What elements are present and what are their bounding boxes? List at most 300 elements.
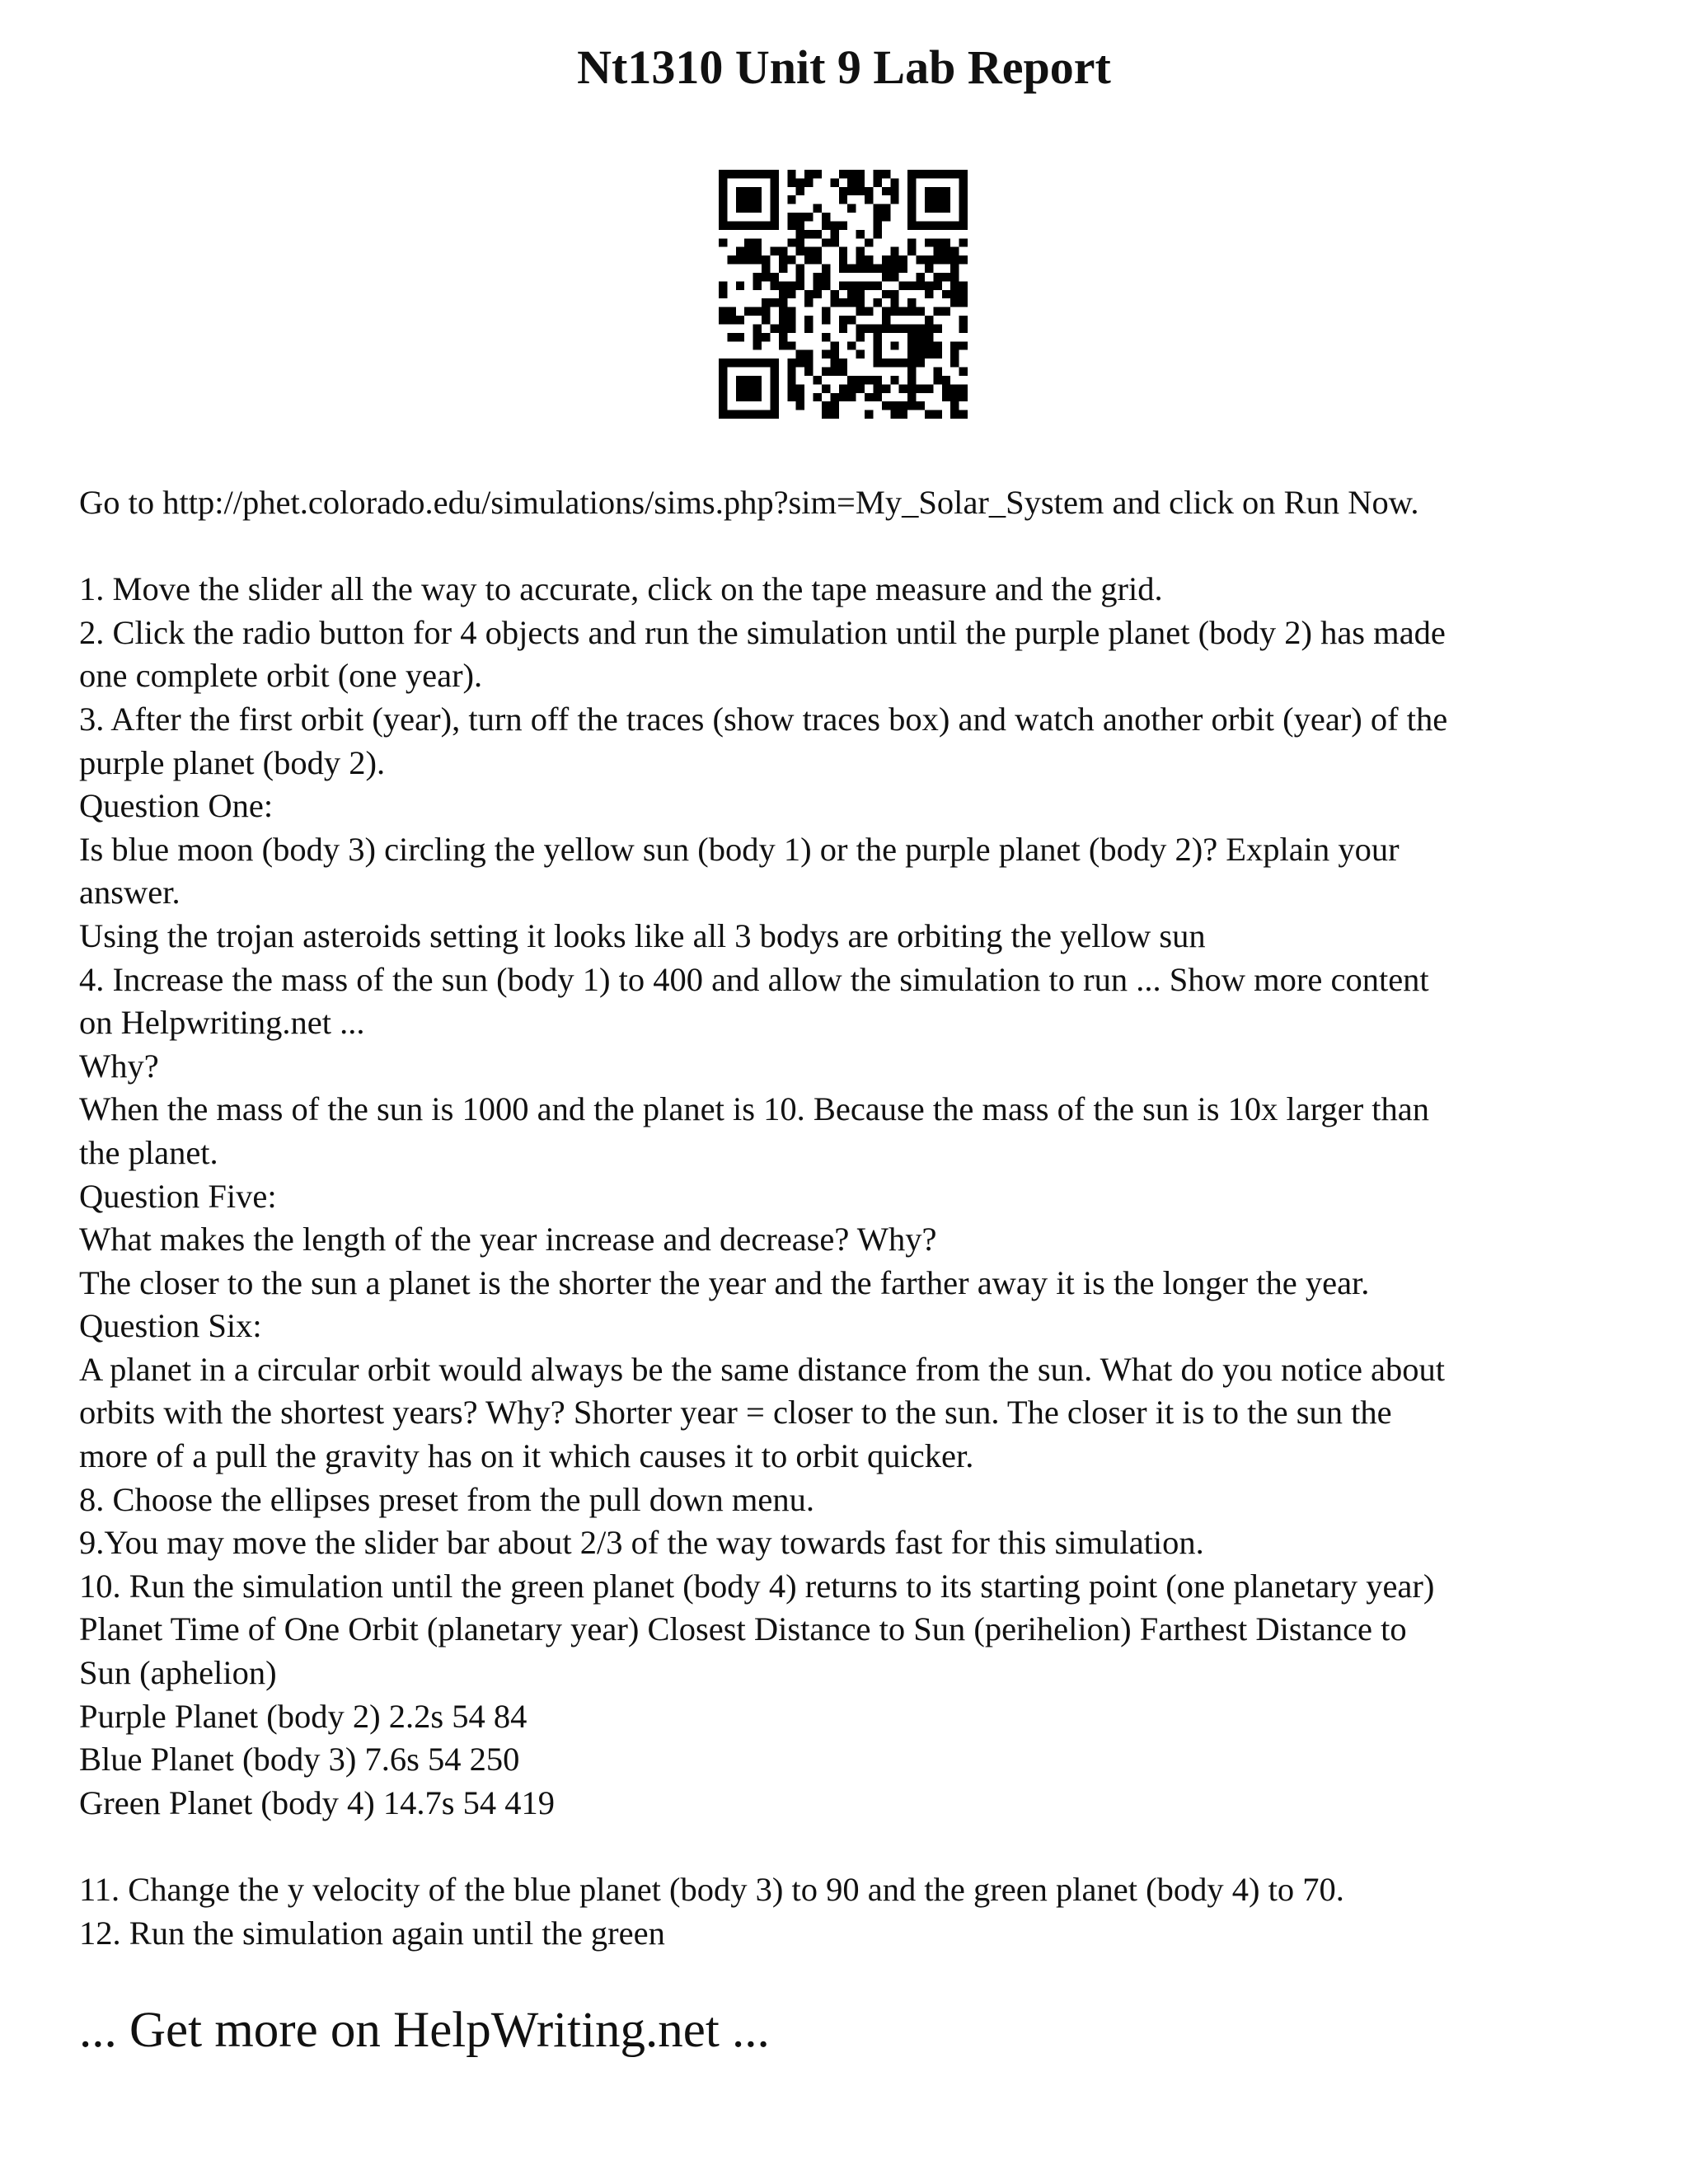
qr-module bbox=[727, 410, 735, 419]
qr-module bbox=[907, 221, 916, 229]
qr-module bbox=[787, 307, 795, 316]
qr-module bbox=[890, 341, 898, 349]
qr-module bbox=[933, 324, 941, 332]
qr-module bbox=[925, 187, 933, 195]
qr-module bbox=[744, 247, 753, 255]
text-line: on Helpwriting.net ... bbox=[79, 1004, 365, 1042]
qr-module bbox=[779, 298, 787, 307]
qr-module bbox=[719, 393, 727, 401]
qr-module bbox=[907, 368, 916, 376]
text-line: 10. Run the simulation until the green planet (body 4) returns to its starting point (one planetary year) bbox=[79, 1567, 1435, 1605]
qr-module bbox=[917, 341, 925, 349]
qr-module bbox=[890, 290, 898, 298]
qr-module bbox=[796, 187, 804, 195]
qr-module bbox=[796, 359, 804, 367]
qr-module bbox=[856, 324, 865, 332]
qr-module bbox=[744, 393, 753, 401]
qr-module bbox=[804, 178, 813, 186]
qr-module bbox=[719, 178, 727, 186]
qr-module bbox=[882, 316, 890, 324]
qr-module bbox=[770, 401, 778, 410]
qr-module bbox=[959, 290, 968, 298]
qr-module bbox=[804, 316, 813, 324]
qr-module bbox=[917, 333, 925, 341]
text-line: one complete orbit (one year). bbox=[79, 657, 483, 695]
qr-module bbox=[839, 195, 847, 204]
qr-module bbox=[925, 324, 933, 332]
qr-module bbox=[814, 204, 822, 213]
qr-module bbox=[942, 393, 950, 401]
qr-module bbox=[865, 324, 873, 332]
qr-module bbox=[822, 265, 830, 273]
qr-module bbox=[753, 393, 762, 401]
qr-module bbox=[770, 187, 778, 195]
qr-module bbox=[762, 265, 770, 273]
qr-module bbox=[865, 393, 873, 401]
qr-module bbox=[890, 324, 898, 332]
qr-module bbox=[770, 178, 778, 186]
qr-module bbox=[796, 281, 804, 289]
qr-module bbox=[719, 187, 727, 195]
qr-module bbox=[847, 178, 856, 186]
qr-module bbox=[856, 376, 865, 384]
qr-module bbox=[933, 410, 941, 419]
qr-module bbox=[959, 368, 968, 376]
qr-module bbox=[907, 195, 916, 204]
qr-module bbox=[830, 368, 838, 376]
qr-module bbox=[882, 255, 890, 264]
qr-module bbox=[890, 376, 898, 384]
qr-module bbox=[890, 401, 898, 410]
qr-module bbox=[753, 324, 762, 332]
qr-module bbox=[770, 384, 778, 392]
qr-module bbox=[839, 393, 847, 401]
qr-module bbox=[770, 281, 778, 289]
qr-module bbox=[907, 324, 916, 332]
qr-module bbox=[770, 359, 778, 367]
qr-module bbox=[959, 324, 968, 332]
qr-module bbox=[847, 170, 856, 178]
qr-module bbox=[753, 204, 762, 213]
qr-module bbox=[779, 290, 787, 298]
qr-module bbox=[899, 281, 907, 289]
qr-module bbox=[804, 290, 813, 298]
qr-module bbox=[839, 384, 847, 392]
qr-module bbox=[925, 221, 933, 229]
qr-module bbox=[917, 324, 925, 332]
qr-module bbox=[770, 324, 778, 332]
qr-module bbox=[727, 333, 735, 341]
qr-module bbox=[890, 273, 898, 281]
qr-module bbox=[787, 195, 795, 204]
qr-module bbox=[727, 170, 735, 178]
qr-module bbox=[865, 195, 873, 204]
text-line: What makes the length of the year increase and decrease? Why? bbox=[79, 1221, 937, 1258]
qr-module bbox=[882, 401, 890, 410]
qr-module bbox=[753, 281, 762, 289]
qr-module bbox=[959, 204, 968, 213]
qr-module bbox=[942, 384, 950, 392]
qr-module bbox=[959, 410, 968, 419]
qr-module bbox=[950, 359, 959, 367]
text-line: When the mass of the sun is 1000 and the planet is 10. Because the mass of the sun is 10x larger than bbox=[79, 1090, 1430, 1128]
qr-module bbox=[917, 401, 925, 410]
document-body bbox=[79, 481, 1629, 1955]
qr-module bbox=[719, 221, 727, 229]
qr-module bbox=[959, 384, 968, 392]
qr-module bbox=[744, 359, 753, 367]
qr-module bbox=[753, 410, 762, 419]
paragraph-spacer bbox=[79, 525, 1629, 569]
qr-module bbox=[762, 170, 770, 178]
qr-module bbox=[727, 307, 735, 316]
qr-module bbox=[873, 393, 881, 401]
qr-module bbox=[787, 376, 795, 384]
qr-module bbox=[762, 359, 770, 367]
qr-module bbox=[744, 238, 753, 246]
get-more-link[interactable]: ... Get more on HelpWriting.net ... bbox=[79, 2003, 770, 2058]
qr-module bbox=[925, 195, 933, 204]
qr-module bbox=[753, 187, 762, 195]
qr-module bbox=[942, 247, 950, 255]
qr-module bbox=[727, 255, 735, 264]
qr-module bbox=[796, 213, 804, 221]
qr-module bbox=[796, 350, 804, 359]
qr-module bbox=[787, 255, 795, 264]
qr-module bbox=[787, 368, 795, 376]
qr-module bbox=[873, 324, 881, 332]
qr-module bbox=[942, 195, 950, 204]
qr-module bbox=[865, 238, 873, 246]
qr-module bbox=[796, 384, 804, 392]
qr-module bbox=[907, 393, 916, 401]
qr-module bbox=[907, 333, 916, 341]
qr-module bbox=[839, 170, 847, 178]
qr-module bbox=[856, 333, 865, 341]
qr-module bbox=[899, 410, 907, 419]
qr-module bbox=[942, 307, 950, 316]
qr-module bbox=[847, 298, 856, 307]
qr-module bbox=[839, 359, 847, 367]
qr-module bbox=[917, 273, 925, 281]
qr-module bbox=[959, 281, 968, 289]
qr-module bbox=[787, 384, 795, 392]
qr-module bbox=[736, 187, 744, 195]
qr-module bbox=[873, 204, 881, 213]
qr-module bbox=[925, 170, 933, 178]
qr-module bbox=[882, 324, 890, 332]
qr-module bbox=[856, 265, 865, 273]
qr-module bbox=[753, 333, 762, 341]
qr-module bbox=[804, 368, 813, 376]
qr-module bbox=[882, 307, 890, 316]
qr-module bbox=[839, 187, 847, 195]
qr-module bbox=[959, 298, 968, 307]
qr-module bbox=[744, 307, 753, 316]
question-heading: Question Five: bbox=[79, 1177, 277, 1215]
qr-module bbox=[796, 221, 804, 229]
qr-module bbox=[942, 238, 950, 246]
text-line: 3. After the first orbit (year), turn off the traces (show traces box) and watch another orbit (year) of the bbox=[79, 700, 1448, 738]
qr-module bbox=[762, 410, 770, 419]
qr-module bbox=[719, 410, 727, 419]
qr-module bbox=[917, 359, 925, 367]
qr-module bbox=[719, 290, 727, 298]
qr-module bbox=[907, 281, 916, 289]
qr-module bbox=[907, 350, 916, 359]
qr-module bbox=[822, 410, 830, 419]
qr-module bbox=[796, 393, 804, 401]
qr-module bbox=[744, 170, 753, 178]
qr-module bbox=[873, 178, 881, 186]
intro-paragraph: Go to http://phet.colorado.edu/simulations/sims.php?sim=My_Solar_System and click on Run Now. bbox=[79, 484, 1419, 521]
qr-module bbox=[822, 401, 830, 410]
qr-module bbox=[719, 376, 727, 384]
qr-module bbox=[882, 290, 890, 298]
qr-module bbox=[719, 195, 727, 204]
qr-module bbox=[959, 195, 968, 204]
qr-module bbox=[856, 298, 865, 307]
qr-module bbox=[933, 307, 941, 316]
qr-module bbox=[907, 247, 916, 255]
qr-module bbox=[822, 273, 830, 281]
qr-module bbox=[856, 247, 865, 255]
table-header-line: Planet Time of One Orbit (planetary year) Closest Distance to Sun (perihelion) Farthest Distance to bbox=[79, 1610, 1407, 1648]
qr-module bbox=[830, 341, 838, 349]
text-line: more of a pull the gravity has on it which causes it to orbit quicker. bbox=[79, 1437, 974, 1475]
qr-module bbox=[744, 255, 753, 264]
qr-module bbox=[959, 393, 968, 401]
qr-module bbox=[770, 368, 778, 376]
qr-module bbox=[753, 247, 762, 255]
qr-module bbox=[890, 359, 898, 367]
qr-module bbox=[959, 341, 968, 349]
qr-module bbox=[899, 307, 907, 316]
qr-module bbox=[907, 213, 916, 221]
qr-module bbox=[907, 307, 916, 316]
qr-module bbox=[839, 221, 847, 229]
qr-module bbox=[847, 187, 856, 195]
qr-module bbox=[933, 195, 941, 204]
qr-module bbox=[917, 255, 925, 264]
qr-module bbox=[942, 221, 950, 229]
text-line: 11. Change the y velocity of the blue planet (body 3) to 90 and the green planet (body 4) to 70. bbox=[79, 1871, 1344, 1908]
qr-module bbox=[839, 368, 847, 376]
qr-module bbox=[736, 316, 744, 324]
qr-module bbox=[907, 376, 916, 384]
qr-module bbox=[959, 316, 968, 324]
qr-module bbox=[847, 265, 856, 273]
qr-module bbox=[814, 290, 822, 298]
qr-module bbox=[873, 384, 881, 392]
qr-module bbox=[779, 341, 787, 349]
qr-module bbox=[830, 393, 838, 401]
qr-module bbox=[814, 376, 822, 384]
qr-module bbox=[865, 187, 873, 195]
qr-module bbox=[762, 316, 770, 324]
qr-module bbox=[787, 213, 795, 221]
qr-module bbox=[839, 265, 847, 273]
qr-module bbox=[907, 384, 916, 392]
text-line: 4. Increase the mass of the sun (body 1) to 400 and allow the simulation to run ... Show more content bbox=[79, 960, 1429, 998]
qr-module bbox=[822, 281, 830, 289]
qr-module bbox=[822, 350, 830, 359]
qr-module bbox=[770, 376, 778, 384]
qr-module bbox=[830, 178, 838, 186]
qr-module bbox=[779, 255, 787, 264]
qr-module bbox=[882, 187, 890, 195]
qr-module bbox=[736, 359, 744, 367]
qr-module bbox=[779, 265, 787, 273]
qr-module bbox=[950, 247, 959, 255]
qr-module bbox=[822, 307, 830, 316]
qr-module bbox=[933, 247, 941, 255]
qr-module bbox=[779, 281, 787, 289]
qr-module bbox=[719, 170, 727, 178]
qr-module bbox=[744, 221, 753, 229]
qr-module bbox=[719, 204, 727, 213]
text-line: orbits with the shortest years? Why? Shorter year = closer to the sun. The closer it is to the sun the bbox=[79, 1394, 1392, 1432]
qr-module bbox=[917, 307, 925, 316]
qr-module bbox=[933, 255, 941, 264]
qr-module bbox=[873, 170, 881, 178]
qr-module bbox=[856, 350, 865, 359]
qr-module bbox=[933, 281, 941, 289]
qr-module bbox=[779, 316, 787, 324]
qr-module bbox=[804, 324, 813, 332]
qr-module bbox=[873, 333, 881, 341]
qr-module bbox=[856, 307, 865, 316]
qr-module bbox=[873, 221, 881, 229]
qr-module bbox=[925, 265, 933, 273]
qr-module bbox=[770, 170, 778, 178]
qr-module bbox=[822, 238, 830, 246]
qr-module bbox=[865, 307, 873, 316]
table-row: Green Planet (body 4) 14.7s 54 419 bbox=[79, 1783, 556, 1821]
qr-module bbox=[814, 230, 822, 238]
qr-module bbox=[796, 230, 804, 238]
qr-module bbox=[736, 281, 744, 289]
qr-module bbox=[762, 307, 770, 316]
qr-module bbox=[814, 273, 822, 281]
qr-module bbox=[942, 187, 950, 195]
qr-module bbox=[959, 238, 968, 246]
qr-module bbox=[950, 170, 959, 178]
qr-module bbox=[933, 273, 941, 281]
qr-module bbox=[950, 290, 959, 298]
qr-module bbox=[933, 341, 941, 349]
qr-module bbox=[942, 170, 950, 178]
qr-module bbox=[770, 195, 778, 204]
qr-module bbox=[882, 204, 890, 213]
qr-module bbox=[787, 341, 795, 349]
qr-module bbox=[933, 368, 941, 376]
qr-module bbox=[762, 221, 770, 229]
qr-module bbox=[830, 359, 838, 367]
qr-module bbox=[787, 221, 795, 229]
qr-module bbox=[839, 316, 847, 324]
qr-module bbox=[770, 213, 778, 221]
text-line: 9.You may move the slider bar about 2/3 of the way towards fast for this simulation. bbox=[79, 1524, 1204, 1562]
qr-module bbox=[925, 204, 933, 213]
qr-module bbox=[925, 238, 933, 246]
qr-module bbox=[925, 341, 933, 349]
text-line: 2. Click the radio button for 4 objects and run the simulation until the purple planet (body 2) has made bbox=[79, 613, 1446, 651]
qr-module bbox=[719, 384, 727, 392]
qr-module bbox=[796, 273, 804, 281]
qr-module bbox=[899, 265, 907, 273]
qr-module bbox=[796, 265, 804, 273]
qr-module bbox=[787, 178, 795, 186]
qr-module bbox=[873, 298, 881, 307]
qr-module bbox=[830, 350, 838, 359]
qr-module bbox=[736, 247, 744, 255]
qr-module bbox=[770, 410, 778, 419]
text-line: Using the trojan asteroids setting it looks like all 3 bodys are orbiting the yellow sun bbox=[79, 916, 1206, 954]
qr-module bbox=[847, 281, 856, 289]
qr-module bbox=[822, 221, 830, 229]
qr-module bbox=[770, 221, 778, 229]
qr-module bbox=[882, 213, 890, 221]
table-row: Purple Planet (body 2) 2.2s 54 84 bbox=[79, 1697, 528, 1735]
qr-module bbox=[814, 247, 822, 255]
qr-module bbox=[787, 238, 795, 246]
qr-module bbox=[787, 316, 795, 324]
qr-module bbox=[890, 255, 898, 264]
qr-module bbox=[736, 195, 744, 204]
qr-module bbox=[804, 213, 813, 221]
qr-module bbox=[830, 298, 838, 307]
qr-module bbox=[736, 204, 744, 213]
qr-module bbox=[899, 324, 907, 332]
qr-module bbox=[907, 170, 916, 178]
qr-module bbox=[787, 359, 795, 367]
qr-module bbox=[882, 265, 890, 273]
qr-module bbox=[942, 204, 950, 213]
qr-module bbox=[804, 359, 813, 367]
qr-module bbox=[719, 281, 727, 289]
qr-module bbox=[753, 359, 762, 367]
qr-module bbox=[719, 213, 727, 221]
question-heading: Question One: bbox=[79, 787, 274, 825]
qr-module bbox=[814, 255, 822, 264]
qr-module bbox=[770, 298, 778, 307]
qr-module bbox=[847, 376, 856, 384]
qr-module bbox=[933, 350, 941, 359]
qr-module bbox=[847, 316, 856, 324]
qr-module bbox=[804, 247, 813, 255]
qr-code-icon[interactable] bbox=[719, 170, 968, 419]
qr-module bbox=[890, 298, 898, 307]
qr-module bbox=[762, 298, 770, 307]
qr-module bbox=[787, 393, 795, 401]
qr-module bbox=[822, 213, 830, 221]
paragraph-spacer bbox=[79, 1825, 1629, 1868]
text-line: the planet. bbox=[79, 1133, 218, 1171]
qr-module bbox=[899, 401, 907, 410]
qr-module bbox=[917, 221, 925, 229]
qr-module bbox=[847, 384, 856, 392]
qr-module bbox=[933, 170, 941, 178]
qr-module bbox=[753, 273, 762, 281]
qr-module bbox=[856, 187, 865, 195]
qr-module bbox=[873, 376, 881, 384]
qr-module bbox=[856, 170, 865, 178]
qr-module bbox=[907, 187, 916, 195]
qr-module bbox=[890, 178, 898, 186]
qr-module bbox=[950, 393, 959, 401]
qr-module bbox=[779, 333, 787, 341]
